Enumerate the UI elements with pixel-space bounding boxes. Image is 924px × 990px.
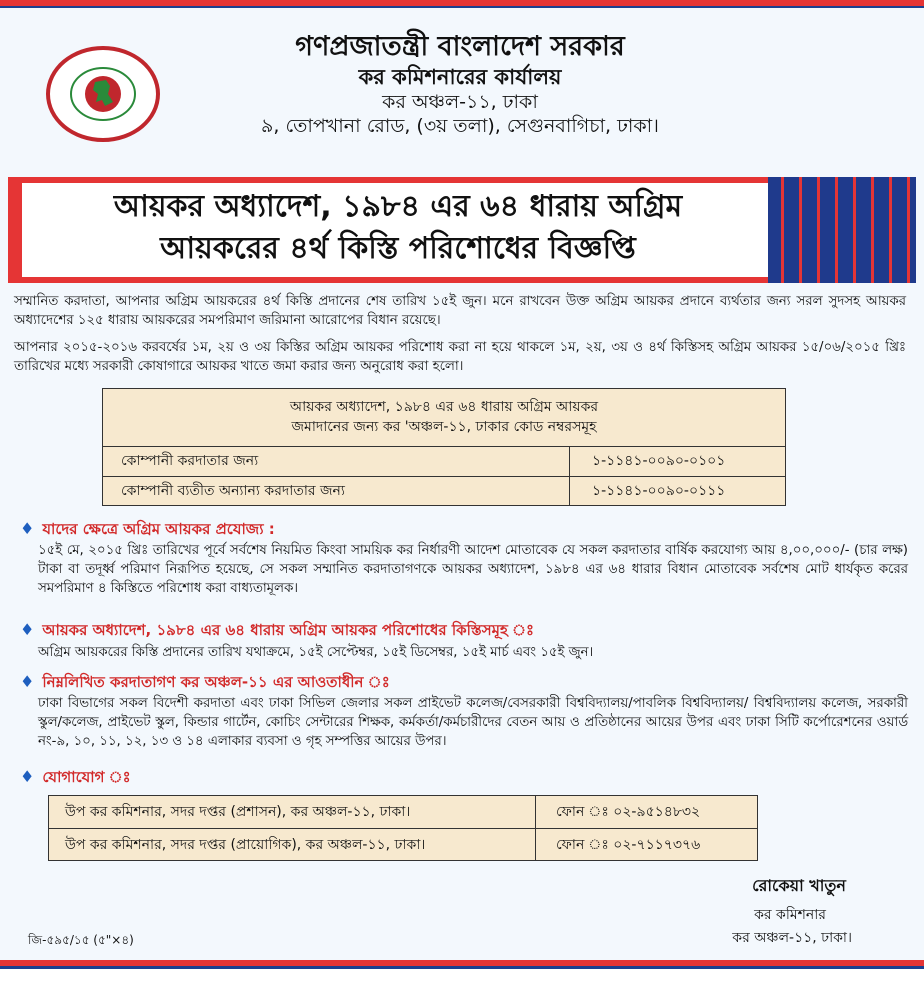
banner-title-line2: আয়করের ৪র্থ কিস্তি পরিশোধের বিজ্ঞপ্তি bbox=[160, 231, 636, 266]
contact-phone-cell: ফোন ঃ ০২-৭১১৭৩৭৬ bbox=[535, 829, 757, 861]
section-heading-applicability bbox=[20, 519, 275, 539]
diamond-icon: ♦ bbox=[20, 672, 35, 691]
bottom-margin bbox=[0, 969, 924, 990]
table-row bbox=[49, 796, 757, 829]
top-blue-band bbox=[0, 6, 924, 8]
section-heading-jurisdiction bbox=[20, 672, 390, 692]
intro-paragraph-1: সম্মানিত করদাতা, আপনার অগ্রিম আয়করের ৪র্থ কিস্তি প্রদানের শেষ তারিখ ১৫ই জুন। মনে রাখবেন উক্ত অগ্রিম আয়কর প্রদানে ব্যর্থতার জন্য সরল সুদসহ আয়কর অধ্যাদেশের ১২৫ ধারায় আয়করের সমপরিমাণ জরিমানা আরোপের বিধান রয়েছে। bbox=[14, 294, 906, 328]
office-address: ৯, তোপখানা রোড, (৩য় তলা), সেগুনবাগিচা, ঢাকা। bbox=[261, 115, 659, 137]
code-number-cell: ১-১১৪১-০০৯০-০১১১ bbox=[569, 477, 785, 506]
table-row bbox=[103, 477, 785, 506]
office-header bbox=[180, 30, 740, 138]
government-title: গণপ্রজাতন্ত্রী বাংলাদেশ সরকার bbox=[295, 31, 625, 62]
section-heading-installments bbox=[20, 620, 534, 640]
signatory-name: রোকেয়া খাতুন bbox=[752, 876, 846, 895]
contact-office-cell: উপ কর কমিশনার, সদর দপ্তর (প্রায়োগিক), কর অঞ্চল-১১, ঢাকা। bbox=[65, 837, 426, 853]
contact-table bbox=[48, 795, 758, 861]
office-title: কর কমিশনারের কার্যালয় bbox=[358, 65, 562, 89]
notice-banner bbox=[8, 177, 916, 283]
advertisement-reference: জি-৫৯৫/১৫ (৫"×৪) bbox=[28, 933, 134, 947]
code-table-heading bbox=[103, 389, 785, 447]
section-heading-contact bbox=[20, 767, 131, 787]
signatory-office: কর অঞ্চল-১১, ঢাকা। bbox=[732, 930, 852, 946]
contact-phone-cell: ফোন ঃ ০২-৯৫১৪৮৩২ bbox=[535, 796, 757, 828]
diamond-icon: ♦ bbox=[20, 620, 35, 639]
zone-title: কর অঞ্চল-১১, ঢাকা bbox=[382, 91, 538, 113]
table-row bbox=[103, 447, 785, 477]
section-body-installments: অগ্রিম আয়করের কিস্তি প্রদানের তারিখ যথাক্রমে, ১৫ই সেপ্টেম্বর, ১৫ই ডিসেম্বর, ১৫ই মার্চ এবং ১৫ই জুন। bbox=[38, 645, 594, 660]
section-title: আয়কর অধ্যাদেশ, ১৯৮৪ এর ৬৪ ধারায় অগ্রিম আয়কর পরিশোধের কিস্তিসমূহ ঃ bbox=[42, 621, 535, 639]
section-title: যোগাযোগ ঃ bbox=[42, 768, 131, 786]
code-table-heading-line2: জমাদানের জন্য কর 'অঞ্চল-১১, ঢাকার কোড নম্বরসমূহ bbox=[291, 419, 597, 435]
signatory-designation: কর কমিশনার bbox=[754, 907, 826, 923]
table-row bbox=[49, 829, 757, 861]
code-number-table bbox=[102, 388, 786, 506]
seal-graphic bbox=[50, 50, 156, 138]
taxpayer-type-cell: কোম্পানী ব্যতীত অন্যান্য করদাতার জন্য bbox=[121, 483, 345, 499]
diamond-icon: ♦ bbox=[20, 767, 35, 786]
taxpayer-type-cell: কোম্পানী করদাতার জন্য bbox=[121, 453, 259, 469]
banner-red-edge bbox=[8, 177, 22, 283]
code-number-cell: ১-১১৪১-০০৯০-০১০১ bbox=[569, 447, 785, 476]
banner-stripes bbox=[772, 177, 916, 283]
banner-title-line1: আয়কর অধ্যাদেশ, ১৯৮৪ এর ৬৪ ধারায় অগ্রিম bbox=[113, 189, 683, 224]
diamond-icon: ♦ bbox=[20, 519, 35, 538]
section-title: যাদের ক্ষেত্রে অগ্রিম আয়কর প্রযোজ্য : bbox=[42, 520, 275, 538]
code-table-heading-line1: আয়কর অধ্যাদেশ, ১৯৮৪ এর ৬৪ ধারায় অগ্রিম আয়কর bbox=[289, 399, 599, 415]
government-seal-icon bbox=[46, 46, 160, 142]
section-body-jurisdiction: ঢাকা বিভাগের সকল বিদেশী করদাতা এবং ঢাকা সিভিল জেলার সকল প্রাইভেট কলেজ/বেসরকারী বিশ্ববিদ্যালয়/পাবলিক বিশ্ববিদ্যালয়/ বিশ্ববিদ্যালয় কলেজ, সরকারী স্কুল/কলেজ, প্রাইভেট স্কুল, কিন্ডার গার্টেন, কোচিং সেন্টারের শিক্ষক, কর্মকর্তা/কর্মচারীদের বেতন আয় ও প্রতিষ্ঠানের আয়ের উপর এবং ঢাকা সিটি কর্পোরেশনের ওয়ার্ড নং-৯, ১০, ১১, ১২, ১৩ ও ১৪ এলাকার ব্যবসা ও গৃহ সম্পত্তির আয়ের উপর। bbox=[38, 696, 908, 749]
contact-office-cell: উপ কর কমিশনার, সদর দপ্তর (প্রশাসন), কর অঞ্চল-১১, ঢাকা। bbox=[65, 804, 411, 820]
intro-paragraph-2: আপনার ২০১৫-২০১৬ করবর্ষের ১ম, ২য় ও ৩য় কিস্তির অগ্রিম আয়কর পরিশোধ করা না হয়ে থাকলে ১ম, ২য়, ৩য় ও ৪র্থ কিস্তিসহ অগ্রিম আয়কর ১৫/০৬/২০১৫ খ্রিঃ তারিখের মধ্যে সরকারী কোষাগারে আয়কর খাতে জমা করার জন্য অনুরোধ করা হলো। bbox=[14, 340, 906, 374]
section-title: নিম্নলিখিত করদাতাগণ কর অঞ্চল-১১ এর আওতাধীন ঃ bbox=[42, 673, 390, 691]
section-body-applicability: ১৫ই মে, ২০১৫ খ্রিঃ তারিখের পূর্বে সর্বশেষ নিয়মিত কিংবা সাময়িক কর নির্ধারণী আদেশ মোতাবেক যে সকল করদাতার বার্ষিক করযোগ্য আয় ৪,০০,০০০/- (চার লক্ষ) টাকা বা তদূর্ধ্ব পরিমাণ নিরূপিত হয়েছে, সে সকল সম্মানিত করদাতাগণকে আয়কর অধ্যাদেশ, ১৯৮৪ এর ৬৪ ধারার বিধান মোতাবেক সর্বশেষ মোট ধার্যকৃত করের সমপরিমাণ ৪ কিস্তিতে পরিশোধ করা বাধ্যতামূলক। bbox=[38, 543, 908, 596]
